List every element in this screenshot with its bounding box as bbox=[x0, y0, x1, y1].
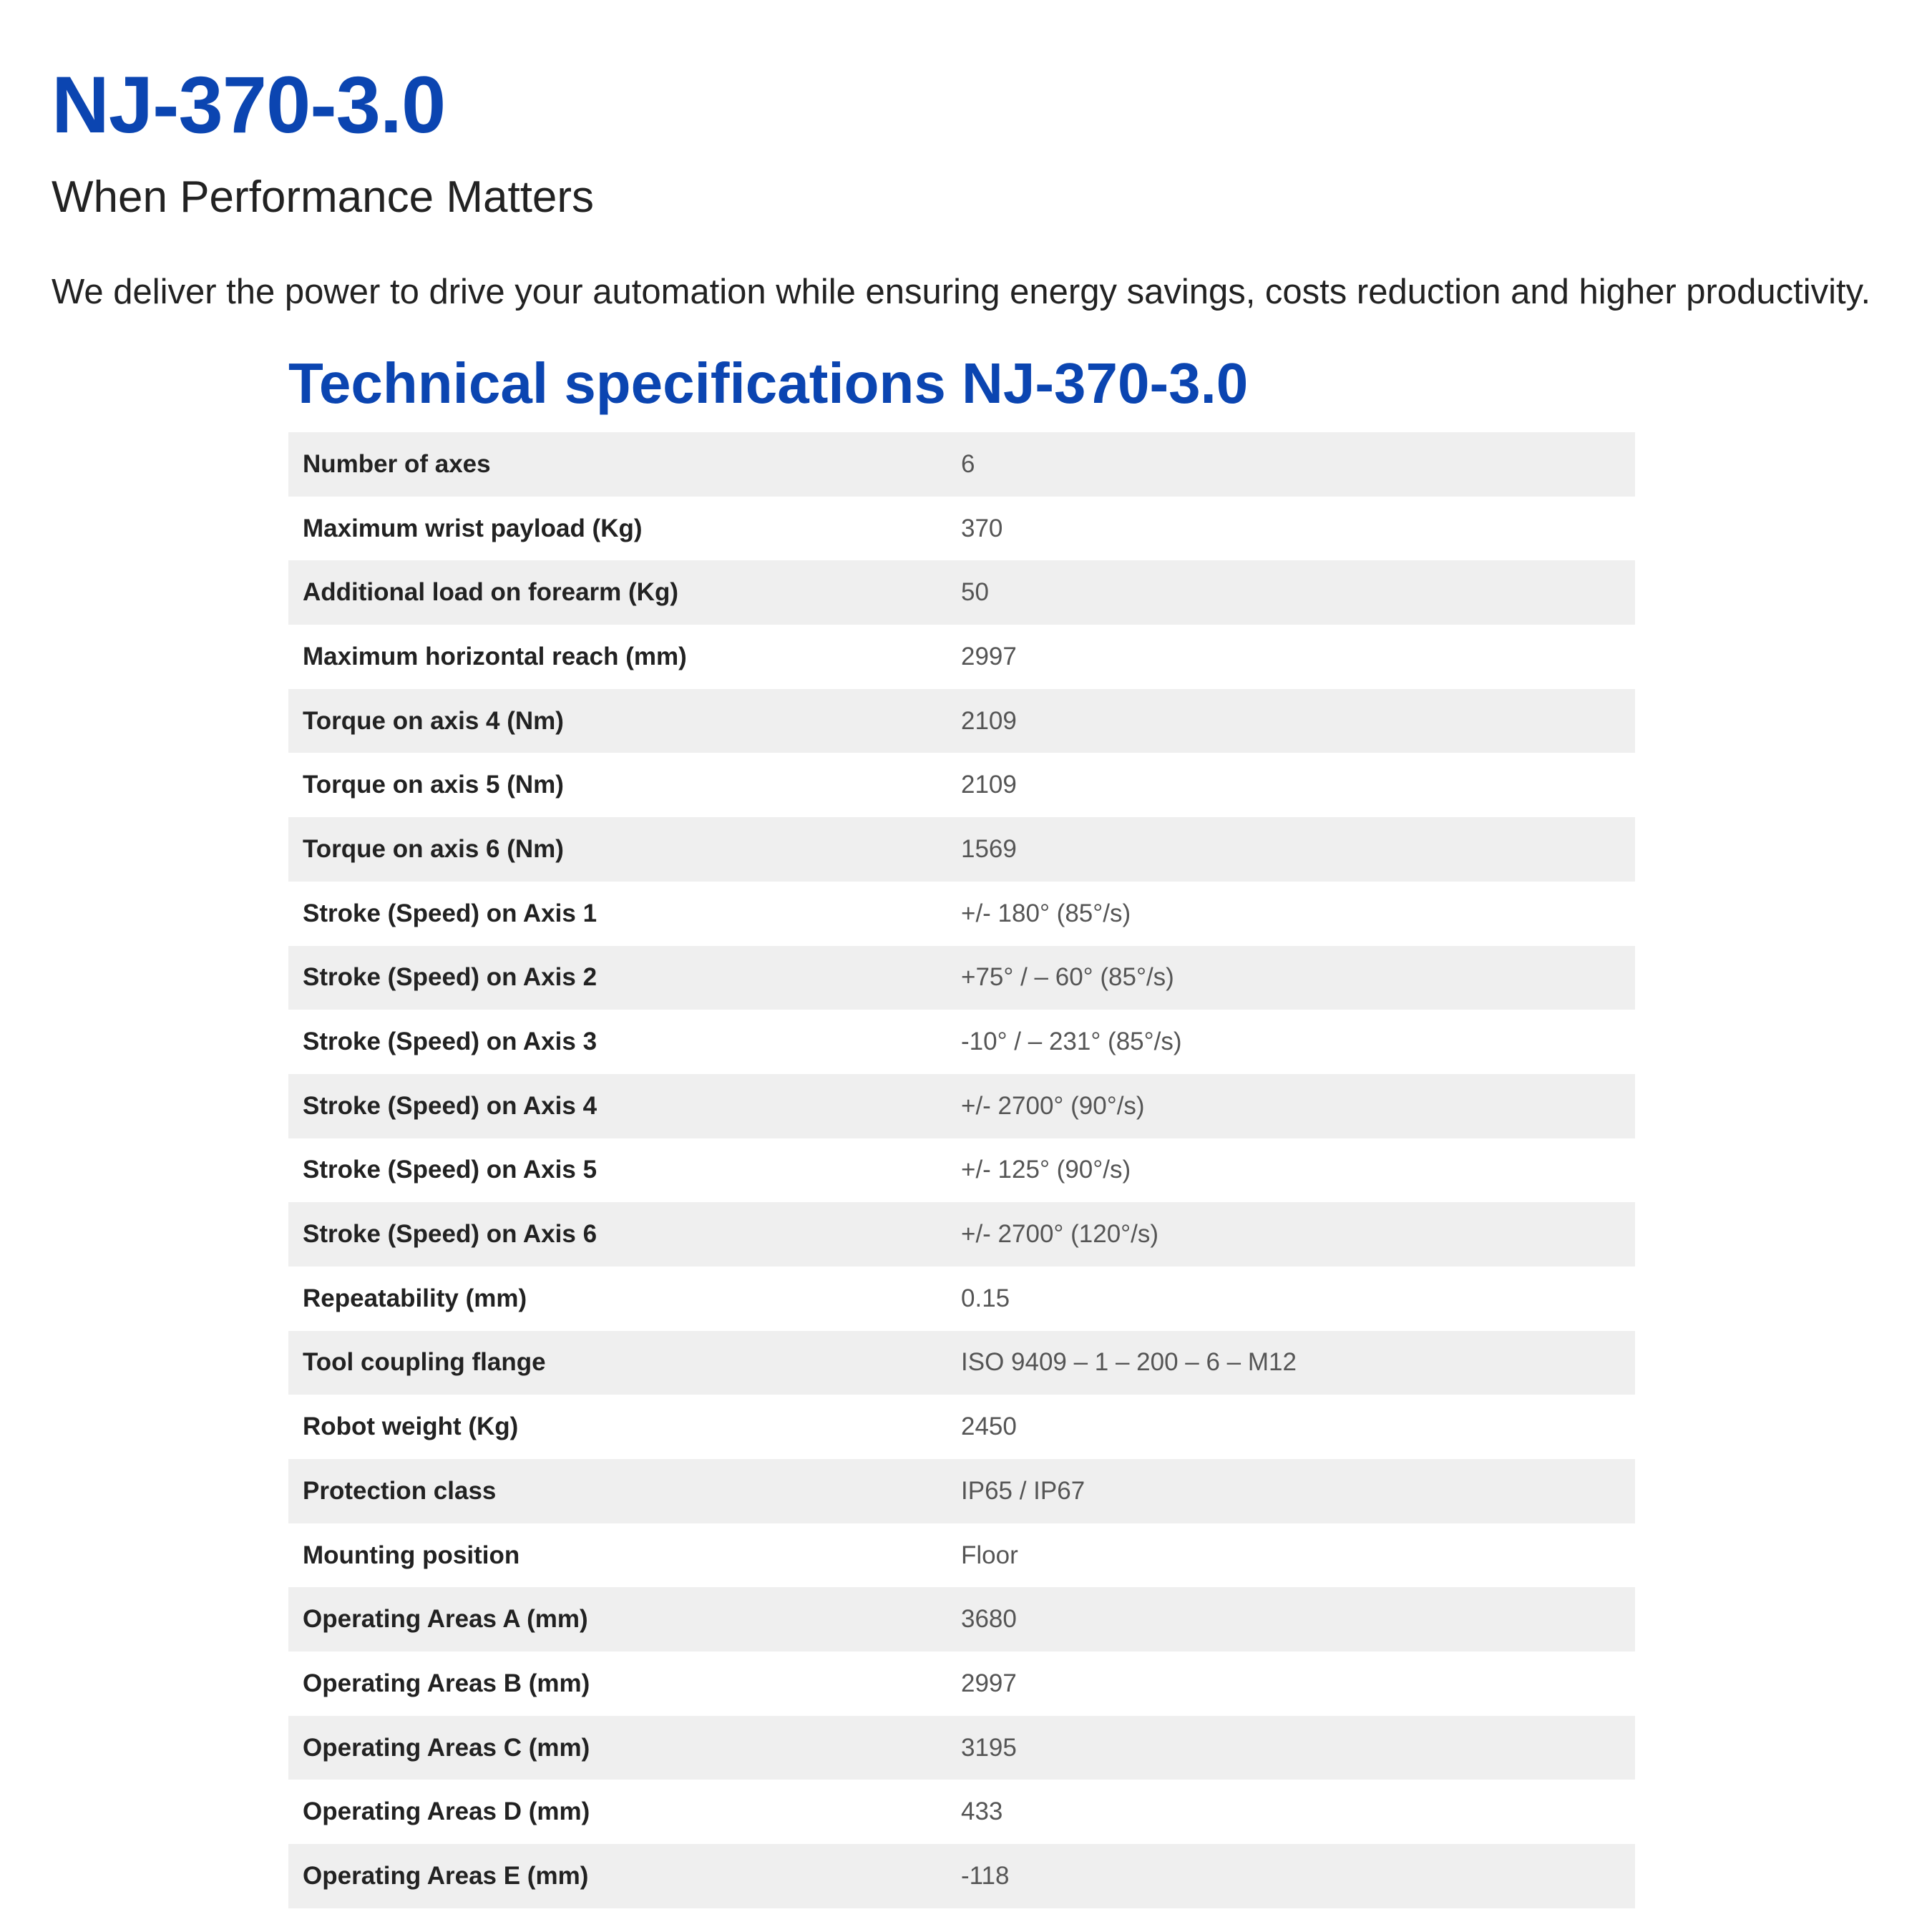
spec-value: 2997 bbox=[961, 1669, 1017, 1697]
spec-value: 433 bbox=[961, 1797, 1003, 1826]
table-row bbox=[288, 1587, 1635, 1652]
table-row bbox=[288, 753, 1635, 817]
spec-label: Torque on axis 4 (Nm) bbox=[303, 706, 564, 735]
spec-label: Mounting position bbox=[303, 1541, 520, 1569]
tagline: When Performance Matters bbox=[52, 172, 595, 222]
table-row bbox=[288, 432, 1635, 497]
spec-label: Operating Areas B (mm) bbox=[303, 1669, 590, 1697]
table-row bbox=[288, 625, 1635, 689]
table-row bbox=[288, 1010, 1635, 1074]
table-row bbox=[288, 1331, 1635, 1395]
spec-value: -10° / – 231° (85°/s) bbox=[961, 1028, 1182, 1056]
spec-value: 2450 bbox=[961, 1413, 1017, 1441]
spec-value: 6 bbox=[961, 449, 975, 478]
page-title: NJ-370-3.0 bbox=[52, 60, 446, 150]
spec-value: +/- 180° (85°/s) bbox=[961, 899, 1131, 927]
spec-value: 2109 bbox=[961, 771, 1017, 799]
table-row bbox=[288, 1716, 1635, 1780]
spec-value: +75° / – 60° (85°/s) bbox=[961, 963, 1174, 992]
spec-label: Operating Areas C (mm) bbox=[303, 1733, 590, 1762]
spec-value: +/- 2700° (90°/s) bbox=[961, 1091, 1145, 1120]
table-row bbox=[288, 882, 1635, 946]
technical-specifications-section bbox=[288, 348, 1635, 1890]
spec-value: +/- 2700° (120°/s) bbox=[961, 1220, 1159, 1249]
spec-label: Stroke (Speed) on Axis 3 bbox=[303, 1028, 597, 1056]
table-row bbox=[288, 1395, 1635, 1459]
table-row bbox=[288, 1267, 1635, 1331]
table-row bbox=[288, 817, 1635, 882]
spec-label: Robot weight (Kg) bbox=[303, 1413, 519, 1441]
spec-label: Number of axes bbox=[303, 449, 491, 478]
spec-value: 2997 bbox=[961, 642, 1017, 670]
table-row bbox=[288, 1074, 1635, 1138]
spec-value: 3680 bbox=[961, 1605, 1017, 1634]
spec-label: Additional load on forearm (Kg) bbox=[303, 578, 678, 607]
spec-label: Stroke (Speed) on Axis 4 bbox=[303, 1091, 597, 1120]
specifications-table bbox=[288, 432, 1635, 1908]
spec-label: Protection class bbox=[303, 1476, 497, 1505]
intro-text: We deliver the power to drive your automation while ensuring energy savings, costs reduction and higher productivity. bbox=[52, 273, 1871, 311]
spec-value: 1569 bbox=[961, 834, 1017, 863]
spec-value: -118 bbox=[961, 1861, 1010, 1890]
table-row bbox=[288, 1844, 1635, 1908]
table-row bbox=[288, 1459, 1635, 1523]
spec-label: Stroke (Speed) on Axis 6 bbox=[303, 1220, 597, 1249]
spec-value: 3195 bbox=[961, 1733, 1017, 1762]
spec-label: Operating Areas D (mm) bbox=[303, 1797, 590, 1826]
spec-value: 2109 bbox=[961, 706, 1017, 735]
table-row bbox=[288, 1138, 1635, 1203]
spec-label: Repeatability (mm) bbox=[303, 1284, 527, 1312]
spec-value: 50 bbox=[961, 578, 989, 607]
spec-value: 0.15 bbox=[961, 1284, 1010, 1312]
table-row bbox=[288, 560, 1635, 625]
spec-label: Stroke (Speed) on Axis 1 bbox=[303, 899, 597, 927]
specifications-heading: Technical specifications NJ-370-3.0 bbox=[288, 351, 1249, 415]
spec-label: Maximum horizontal reach (mm) bbox=[303, 642, 687, 670]
spec-value: IP65 / IP67 bbox=[961, 1476, 1085, 1505]
table-row bbox=[288, 689, 1635, 753]
table-row bbox=[288, 497, 1635, 561]
table-row bbox=[288, 1202, 1635, 1267]
spec-label: Maximum wrist payload (Kg) bbox=[303, 514, 643, 542]
spec-label: Stroke (Speed) on Axis 5 bbox=[303, 1156, 597, 1184]
spec-value: Floor bbox=[961, 1541, 1018, 1569]
spec-label: Torque on axis 6 (Nm) bbox=[303, 834, 564, 863]
spec-label: Torque on axis 5 (Nm) bbox=[303, 771, 564, 799]
table-row bbox=[288, 1523, 1635, 1588]
table-row bbox=[288, 1652, 1635, 1716]
spec-label: Stroke (Speed) on Axis 2 bbox=[303, 963, 597, 992]
spec-label: Operating Areas E (mm) bbox=[303, 1861, 589, 1890]
spec-value: 370 bbox=[961, 514, 1003, 542]
spec-value: ISO 9409 – 1 – 200 – 6 – M12 bbox=[961, 1348, 1297, 1377]
spec-label: Operating Areas A (mm) bbox=[303, 1605, 588, 1634]
table-row bbox=[288, 946, 1635, 1010]
spec-label: Tool coupling flange bbox=[303, 1348, 546, 1377]
table-row bbox=[288, 1780, 1635, 1844]
spec-value: +/- 125° (90°/s) bbox=[961, 1156, 1131, 1184]
